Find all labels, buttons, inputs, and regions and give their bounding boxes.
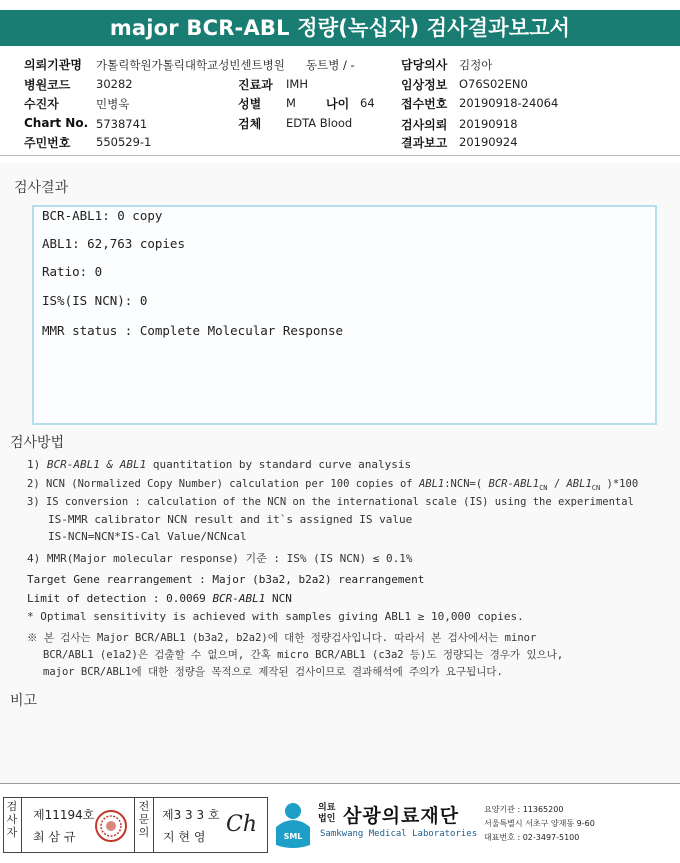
specialist-license: 제3 3 3 호 [162, 808, 220, 822]
result-mmr-status: MMR status : Complete Molecular Response [42, 323, 344, 338]
hosp-code-label: 병원코드 [24, 78, 71, 92]
method-line-3a: 3) IS conversion : calculation of the NCN on the international scale (IS) using the experimental [27, 496, 634, 508]
institution-code: 요양기관 : 11365200 [484, 805, 564, 814]
doctor-label: 담당의사 [401, 58, 448, 72]
method-1-genes: BCR-ABL1 & ABL1 [46, 458, 147, 471]
age-value: 64 [360, 96, 375, 110]
hospital-value: 가톨릭학원가톨릭대학교성빈센트병원 [96, 58, 285, 72]
method-line-3b: IS-MMR calibrator NCN result and it`s assigned IS value [48, 513, 413, 526]
sml-logo-icon [272, 801, 314, 849]
method-2-h: CN [591, 484, 601, 493]
receipt-label: 접수번호 [401, 97, 448, 111]
result-is-percent: IS%(IS NCN): 0 [42, 293, 148, 308]
specialist-role: 전 문 의 [138, 800, 150, 839]
method-line-2 [27, 478, 638, 492]
method-line-3c: IS-NCN=NCN*IS-Cal Value/NCNcal [48, 530, 247, 543]
patient-value: 민병욱 [96, 97, 130, 111]
dept-value: IMH [286, 77, 308, 91]
note-line-1: ※ 본 검사는 Major BCR/ABL1 (b3a2, b2a2)에 대한 정량검사입니다. 따라서 본 검사에서는 minor [27, 632, 537, 644]
method-2-a: 2) NCN (Normalized Copy Number) calculation per 100 copies of [27, 478, 419, 490]
method-section-title: 검사방법 [10, 435, 65, 451]
hospital-label: 의뢰기관명 [24, 58, 82, 72]
method-2-b: ABL1 [418, 478, 445, 490]
specimen-label: 검체 [238, 117, 262, 131]
result-bcr-abl1: BCR-ABL1: 0 copy [42, 208, 163, 223]
rrn-label: 주민번호 [24, 136, 71, 150]
sensitivity-note: * Optimal sensitivity is achieved with samples giving ABL1 ≥ 10,000 copies. [27, 610, 524, 623]
sig-divider [21, 797, 22, 853]
method-2-g: ABL1 [566, 478, 592, 490]
limit-of-detection [27, 592, 292, 605]
remarks-section-title: 비고 [10, 693, 38, 709]
chart-no-value: 5738741 [96, 117, 148, 131]
method-2-i: )*100 [600, 478, 639, 490]
logo-text: SML [283, 832, 303, 841]
examiner-name: 최 삼 규 [33, 830, 76, 844]
header-divider [0, 155, 680, 156]
dept-label: 진료과 [238, 78, 273, 92]
note-line-3: major BCR/ABL1에 대한 정량을 목적으로 제작된 검사이므로 결과해석에 주의가 요구됩니다. [43, 666, 503, 678]
chart-no-label: Chart No. [24, 116, 89, 130]
method-2-e: CN [539, 484, 548, 493]
age-label: 나이 [326, 97, 350, 111]
doctor-value: 김정아 [459, 58, 493, 72]
examiner-license: 제11194호 [33, 808, 95, 822]
footer-divider [0, 783, 680, 784]
clinical-value: O76S02EN0 [459, 77, 528, 91]
company-phone: 대표번호 : 02-3497-5100 [484, 833, 580, 842]
method-2-f: / [547, 478, 567, 490]
company-type: 의료 법인 [318, 803, 336, 824]
lod-a: Limit of detection : 0.0069 [27, 592, 213, 605]
method-2-c: :NCN=( [444, 478, 489, 490]
method-1-num: 1) [27, 458, 41, 471]
specimen-value: EDTA Blood [286, 116, 353, 130]
patient-label: 수진자 [24, 97, 59, 111]
report-date-value: 20190924 [459, 135, 518, 149]
company-address: 서울특별시 서초구 양재동 9-60 [484, 819, 595, 828]
lod-b: BCR-ABL1 [212, 592, 266, 605]
lod-c: NCN [265, 592, 292, 605]
request-value: 20190918 [459, 117, 518, 131]
results-section-title: 검사결과 [14, 180, 69, 196]
sex-value: M [286, 96, 296, 110]
sig-divider-3 [153, 797, 154, 853]
specialist-name: 지 현 영 [163, 830, 206, 844]
request-label: 검사의뢰 [401, 118, 448, 132]
company-english-name: Samkwang Medical Laboratories [320, 829, 478, 839]
result-abl1: ABL1: 62,763 copies [42, 236, 185, 251]
method-1-text: quantitation by standard curve analysis [146, 458, 412, 471]
target-gene: Target Gene rearrangement : Major (b3a2, b2a2) rearrangement [27, 573, 425, 586]
method-line-4: 4) MMR(Major molecular response) 기준 : IS% (IS NCN) ≤ 0.1% [27, 552, 413, 565]
sig-divider-2 [134, 797, 135, 853]
company-name: 삼광의료재단 [343, 805, 460, 827]
clinical-label: 임상정보 [401, 78, 448, 92]
official-seal [94, 809, 128, 843]
method-line-1 [27, 458, 411, 471]
method-2-d: BCR-ABL1 [488, 478, 540, 490]
note-line-2: BCR/ABL1 (e1a2)은 검출할 수 없으며, 간혹 micro BCR/ABL1 (c3a2 등)도 정량되는 경우가 있으나, [43, 649, 564, 661]
hosp-code-value: 30282 [96, 77, 133, 91]
receipt-value: 20190918-24064 [459, 96, 559, 110]
report-date-label: 결과보고 [401, 136, 448, 150]
rrn-value: 550529-1 [96, 135, 152, 149]
report-title: major BCR-ABL 정량(녹십자) 검사결과보고서 [0, 10, 680, 46]
sex-label: 성별 [238, 97, 262, 111]
specialist-signature: Ch [226, 812, 258, 837]
result-ratio: Ratio: 0 [42, 264, 103, 279]
ward-value: 동트병 / - [306, 58, 355, 72]
examiner-role: 검 사 자 [6, 800, 18, 839]
